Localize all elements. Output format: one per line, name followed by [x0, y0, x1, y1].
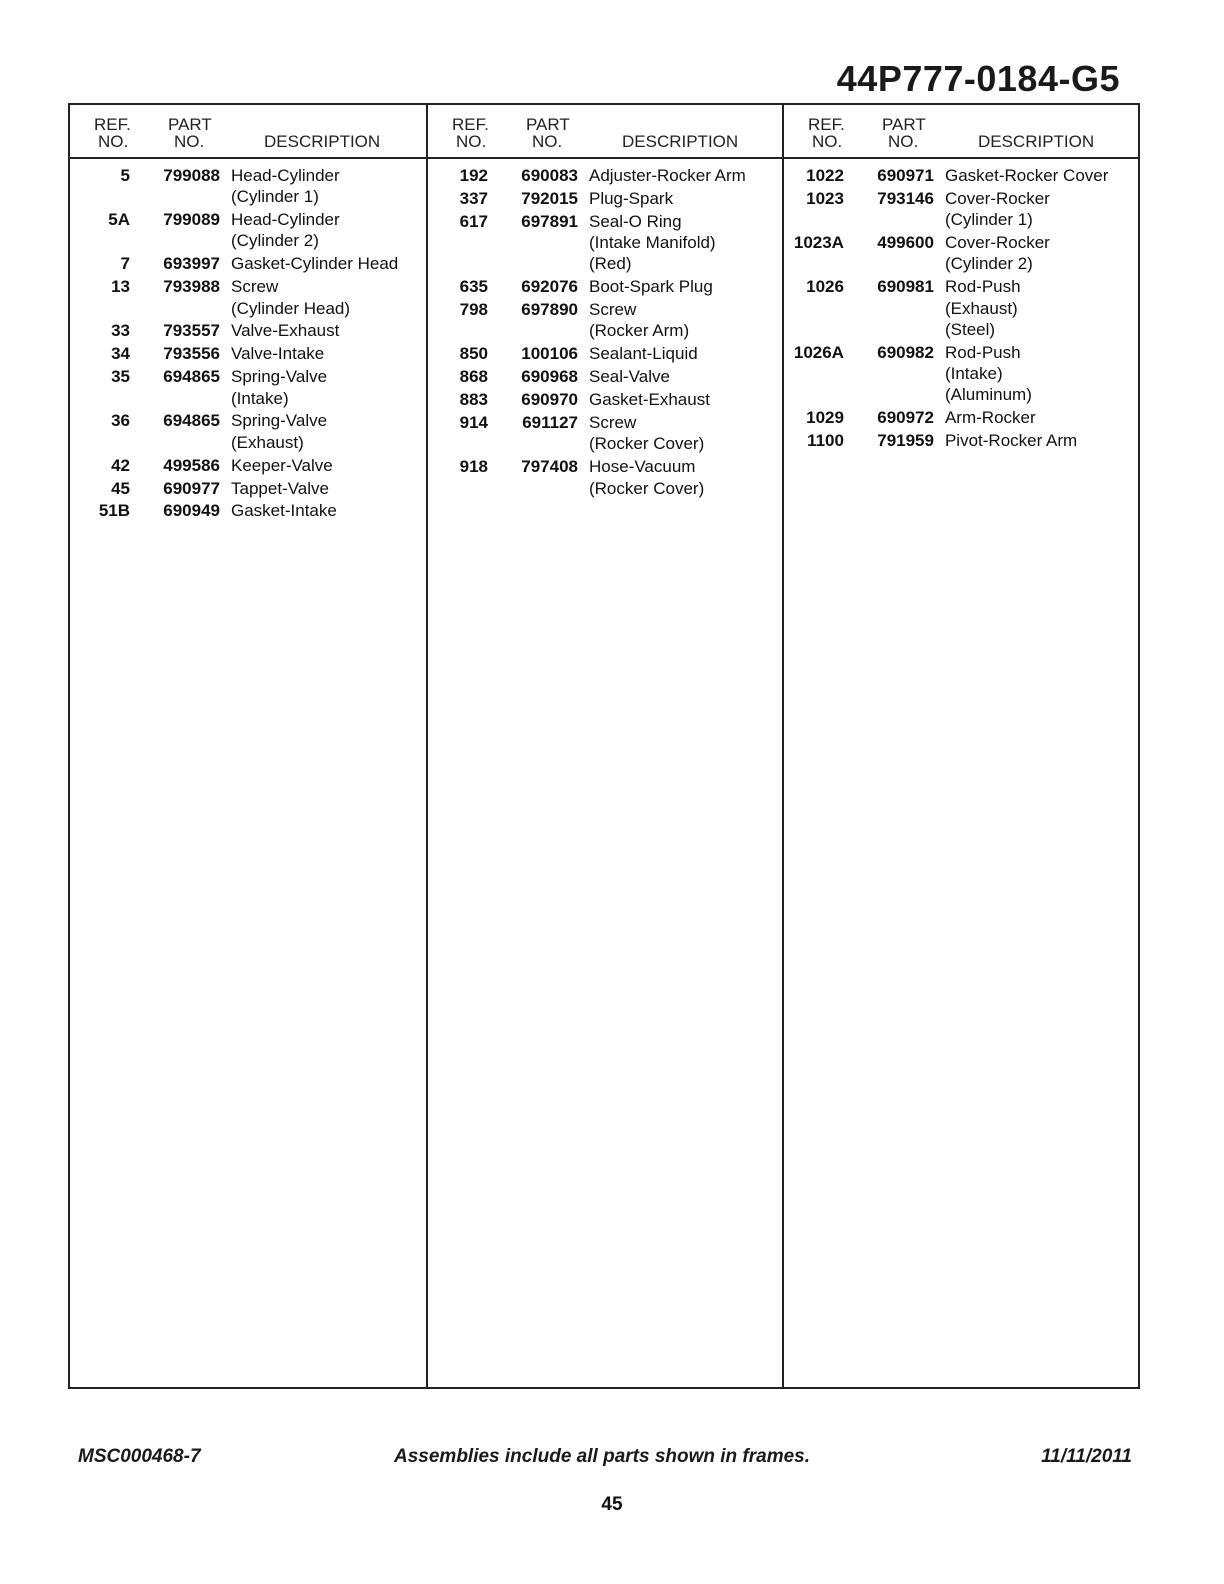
table-row: [784, 342, 1138, 406]
header-part-label: PART: [525, 115, 570, 134]
ref-number: 1026: [806, 277, 844, 297]
part-number: 791959: [877, 431, 934, 451]
table-row: [70, 410, 426, 453]
table-row: [428, 211, 782, 275]
part-number: 692076: [521, 277, 578, 297]
ref-number: 34: [111, 344, 130, 364]
table-row: [70, 366, 426, 409]
part-description: Pivot-Rocker Arm: [944, 431, 1078, 451]
table-row: [428, 366, 782, 387]
part-description: Arm-Rocker: [944, 408, 1036, 428]
table-row: [428, 389, 782, 410]
part-number: 793146: [877, 188, 934, 208]
part-description: Keeper-Valve: [231, 455, 333, 475]
column-header: [70, 105, 426, 159]
table-row: [428, 276, 782, 297]
ref-number: 36: [111, 411, 130, 431]
parts-rows: [784, 165, 1138, 451]
ref-number: 1100: [807, 431, 844, 451]
ref-number: 617: [459, 211, 488, 231]
part-description: Hose-Vacuum (Rocker Cover): [588, 457, 705, 498]
ref-number: 5A: [108, 210, 130, 230]
part-number: 690971: [877, 166, 934, 185]
part-description: Rod-Push (Intake) (Aluminum): [944, 342, 1032, 405]
part-number: 690968: [521, 367, 578, 387]
assemblies-note: Assemblies include all parts shown in frames.: [394, 1446, 811, 1467]
part-number: 793556: [163, 344, 220, 364]
part-number: 799089: [163, 210, 220, 230]
part-description: Spring-Valve (Intake): [231, 367, 328, 408]
parts-rows: [428, 165, 782, 499]
part-description: Spring-Valve (Exhaust): [231, 411, 328, 452]
ref-number: 35: [111, 367, 130, 387]
parts-column-3: [782, 105, 1138, 1387]
table-row: [784, 165, 1138, 186]
part-description: Cover-Rocker (Cylinder 2): [944, 233, 1050, 274]
part-description: Screw (Rocker Cover): [588, 413, 705, 454]
part-number: 691127: [522, 413, 578, 433]
table-row: [428, 299, 782, 342]
part-number: 499600: [877, 233, 934, 253]
header-ref-label: REF.: [94, 115, 131, 134]
ref-number: 51B: [98, 501, 130, 521]
header-part-no-label: NO.: [174, 132, 205, 151]
table-row: [784, 276, 1138, 340]
ref-number: 42: [111, 455, 130, 475]
parts-table: [68, 103, 1140, 1389]
part-number: 690981: [877, 277, 934, 297]
part-description: Rod-Push (Exhaust) (Steel): [944, 277, 1021, 339]
document-code: MSC000468-7: [78, 1446, 201, 1467]
header-ref-label: REF.: [807, 115, 845, 134]
ref-number: 13: [111, 277, 130, 297]
ref-number: 635: [459, 277, 488, 297]
part-number: 690083: [521, 166, 578, 185]
part-description: Gasket-Cylinder Head: [231, 254, 399, 274]
table-row: [784, 188, 1138, 231]
part-description: Tappet-Valve: [231, 478, 329, 498]
model-number-title: 44P777-0184-G5: [836, 58, 1120, 99]
header-part-no-label: NO.: [531, 132, 563, 151]
table-row: [428, 412, 782, 455]
table-row: [784, 407, 1138, 428]
ref-number: 337: [459, 188, 488, 208]
part-description: Cover-Rocker (Cylinder 1): [944, 188, 1050, 230]
part-number: 697890: [521, 300, 578, 320]
table-row: [70, 165, 426, 208]
header-ref-label: REF.: [451, 115, 489, 134]
ref-number: 1023A: [793, 233, 844, 253]
table-row: [70, 253, 426, 274]
part-number: 693997: [163, 254, 220, 274]
part-number: 690972: [877, 408, 934, 428]
table-row: [428, 456, 782, 499]
ref-number: 850: [459, 344, 488, 364]
table-row: [70, 320, 426, 341]
part-number: 690977: [163, 478, 220, 498]
table-row: [428, 343, 782, 364]
parts-column-1: [70, 105, 426, 1387]
table-row: [70, 276, 426, 319]
part-description: Screw (Cylinder Head): [231, 277, 351, 318]
part-description: Seal-O Ring (Intake Manifold) (Red): [588, 211, 716, 274]
part-number: 697891: [521, 211, 578, 231]
ref-number: 1029: [806, 408, 844, 428]
part-description: Seal-Valve: [588, 367, 670, 387]
part-number: 793988: [163, 277, 220, 297]
part-description: Head-Cylinder (Cylinder 1): [231, 166, 340, 207]
part-number: 690949: [163, 501, 220, 521]
part-description: Head-Cylinder (Cylinder 2): [231, 210, 340, 251]
table-row: [70, 500, 426, 521]
table-row: [784, 232, 1138, 275]
column-header: [428, 105, 782, 159]
parts-column-2: [426, 105, 782, 1387]
part-number: 694865: [163, 367, 220, 387]
part-description: Valve-Exhaust: [231, 321, 340, 341]
ref-number: 914: [459, 413, 488, 433]
parts-rows: [70, 165, 426, 522]
ref-number: 868: [459, 367, 488, 387]
header-part-no-label: NO.: [887, 132, 919, 151]
part-number: 499586: [163, 455, 220, 475]
ref-number: 1022: [806, 166, 844, 185]
part-number: 793557: [163, 321, 220, 341]
part-number: 690982: [877, 342, 934, 362]
table-row: [428, 188, 782, 209]
header-description-label: DESCRIPTION: [264, 132, 381, 151]
ref-number: 33: [111, 321, 130, 341]
ref-number: 883: [459, 390, 488, 410]
part-description: Plug-Spark: [588, 188, 674, 208]
ref-number: 1023: [806, 188, 844, 208]
table-row: [428, 165, 782, 186]
ref-number: 5: [120, 166, 130, 185]
header-part-label: PART: [168, 115, 212, 134]
part-number: 797408: [521, 457, 578, 477]
table-row: [70, 478, 426, 499]
header-description-label: DESCRIPTION: [977, 132, 1095, 151]
column-header: [784, 105, 1138, 159]
ref-number: 918: [459, 457, 488, 477]
part-number: 694865: [163, 411, 220, 431]
table-row: [70, 209, 426, 252]
ref-number: 192: [459, 166, 488, 185]
part-description: Boot-Spark Plug: [588, 277, 713, 297]
header-ref-no-label: NO.: [811, 132, 843, 151]
page-number: 45: [601, 1494, 623, 1515]
part-number: 792015: [521, 188, 578, 208]
part-description: Screw (Rocker Arm): [588, 300, 690, 341]
part-number: 690970: [521, 390, 578, 410]
part-description: Gasket-Exhaust: [588, 390, 710, 410]
header-ref-no-label: NO.: [455, 132, 487, 151]
part-description: Valve-Intake: [231, 344, 325, 364]
ref-number: 1026A: [793, 342, 844, 362]
ref-number: 45: [111, 478, 130, 498]
table-row: [784, 430, 1138, 451]
part-description: Gasket-Rocker Cover: [944, 166, 1109, 185]
part-description: Adjuster-Rocker Arm: [588, 166, 746, 185]
header-ref-no-label: NO.: [98, 132, 129, 151]
part-description: Gasket-Intake: [231, 501, 337, 521]
table-row: [70, 455, 426, 476]
document-date: 11/11/2011: [1041, 1446, 1132, 1467]
header-description-label: DESCRIPTION: [621, 132, 739, 151]
ref-number: 7: [120, 254, 130, 274]
header-part-label: PART: [881, 115, 926, 134]
part-number: 100106: [521, 344, 578, 364]
ref-number: 798: [459, 300, 488, 320]
part-description: Sealant-Liquid: [588, 344, 698, 364]
table-row: [70, 343, 426, 364]
part-number: 799088: [163, 166, 220, 185]
